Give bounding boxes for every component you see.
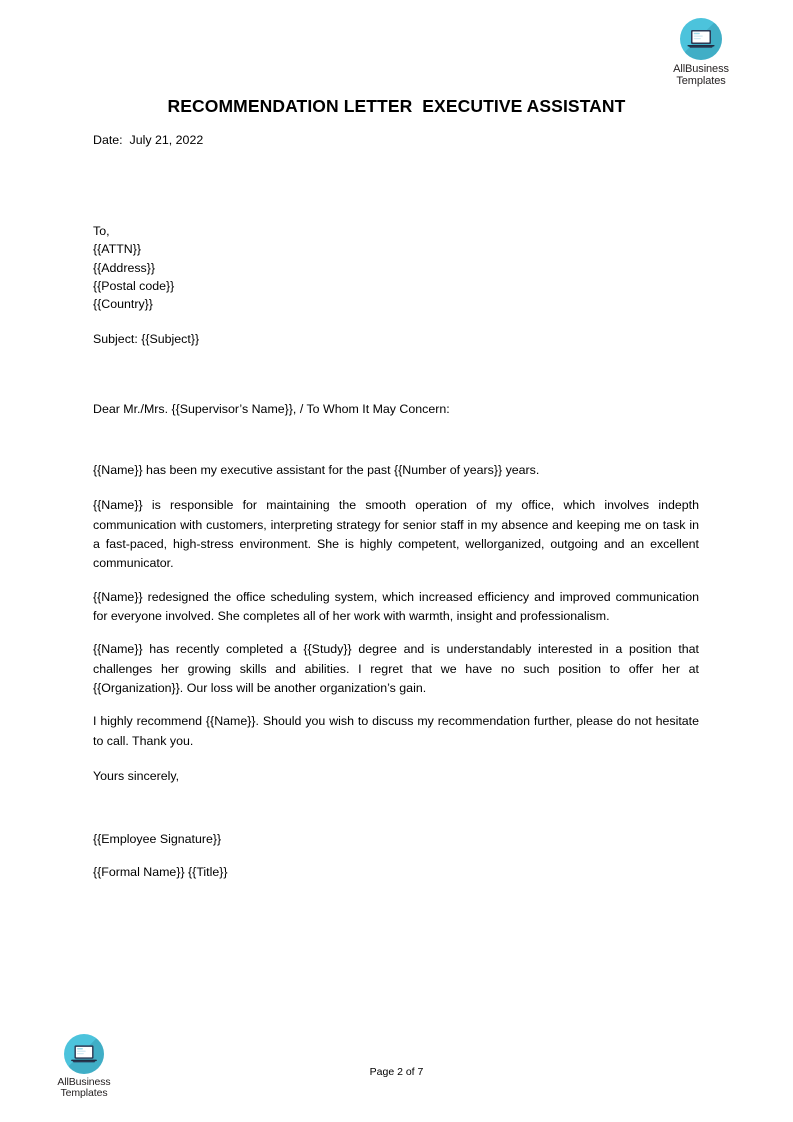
date-line [93,131,699,150]
laptop-icon-footer [71,1044,98,1064]
recipient-line-to: To, [93,224,110,239]
logo-text [653,63,749,88]
date-label: Date: [93,133,123,147]
logo-text-line1: AllBusiness [673,63,729,75]
recipient-line-country: {{Country}} [93,297,153,312]
laptop-icon [687,29,715,50]
signer-name-title: {{Formal Name}} {{Title}} [93,865,228,880]
spacer-after-salutation [93,419,699,461]
closing-line: Yours sincerely, [93,768,180,783]
body-paragraph-2: {{Name}} is responsible for maintaining the smooth operation of my office, which involves indepth communication with customers, interpreting strategy for senior staff in my absence and keeping me on task in a fast-paced, high-stress environment. She is highly competent, wellorganized, outgoing and an excellent communicator. [93,498,699,571]
recipient-block [93,222,699,313]
body-paragraph-4: {{Name}} has recently completed a {{Study}} degree and is understandably interested in a position that challenges her growing skills and abilities. I regret that we have no such position to offer her at {{Organization}}. Our loss will be another organization’s gain. [93,642,699,695]
logo-text-footer-line2: Templates [60,1087,108,1100]
page-indicator: Page 2 of 7 [369,1066,424,1078]
salutation-line: Dear Mr./Mrs. {{Supervisor’s Name}}, / To Whom It May Concern: [93,401,450,416]
subject-line: Subject: {{Subject}} [93,332,200,347]
header-logo [653,18,749,88]
letter-body [93,131,699,883]
body-paragraph-1: {{Name}} has been my executive assistant for the past {{Number of years}} years. [93,462,540,477]
recipient-line-postal: {{Postal code}} [93,278,175,293]
signature-placeholder: {{Employee Signature}} [93,832,222,847]
spacer-after-subject [93,350,699,400]
spacer-for-signature [93,786,699,830]
logo-text-line2: Templates [676,75,726,88]
page-title: RECOMMENDATION LETTER EXECUTIVE ASSISTANT [167,96,626,116]
date-value: July 21, 2022 [129,133,204,147]
recipient-line-address: {{Address}} [93,260,156,275]
logo-text-footer [36,1077,132,1101]
allbusiness-logo-icon [680,18,722,60]
logo-text-footer-line1: AllBusiness [57,1075,111,1088]
spacer-after-date [93,150,699,222]
recipient-line-attn: {{ATTN}} [93,242,141,257]
body-paragraph-5: I highly recommend {{Name}}. Should you wish to discuss my recommendation further, please do not hesitate to call. Thank you. [93,714,699,748]
body-paragraph-3: {{Name}} redesigned the office scheduling system, which increased efficiency and improved communication for everyone involved. She completes all of her work with warmth, insight and professionalism. [93,589,699,623]
